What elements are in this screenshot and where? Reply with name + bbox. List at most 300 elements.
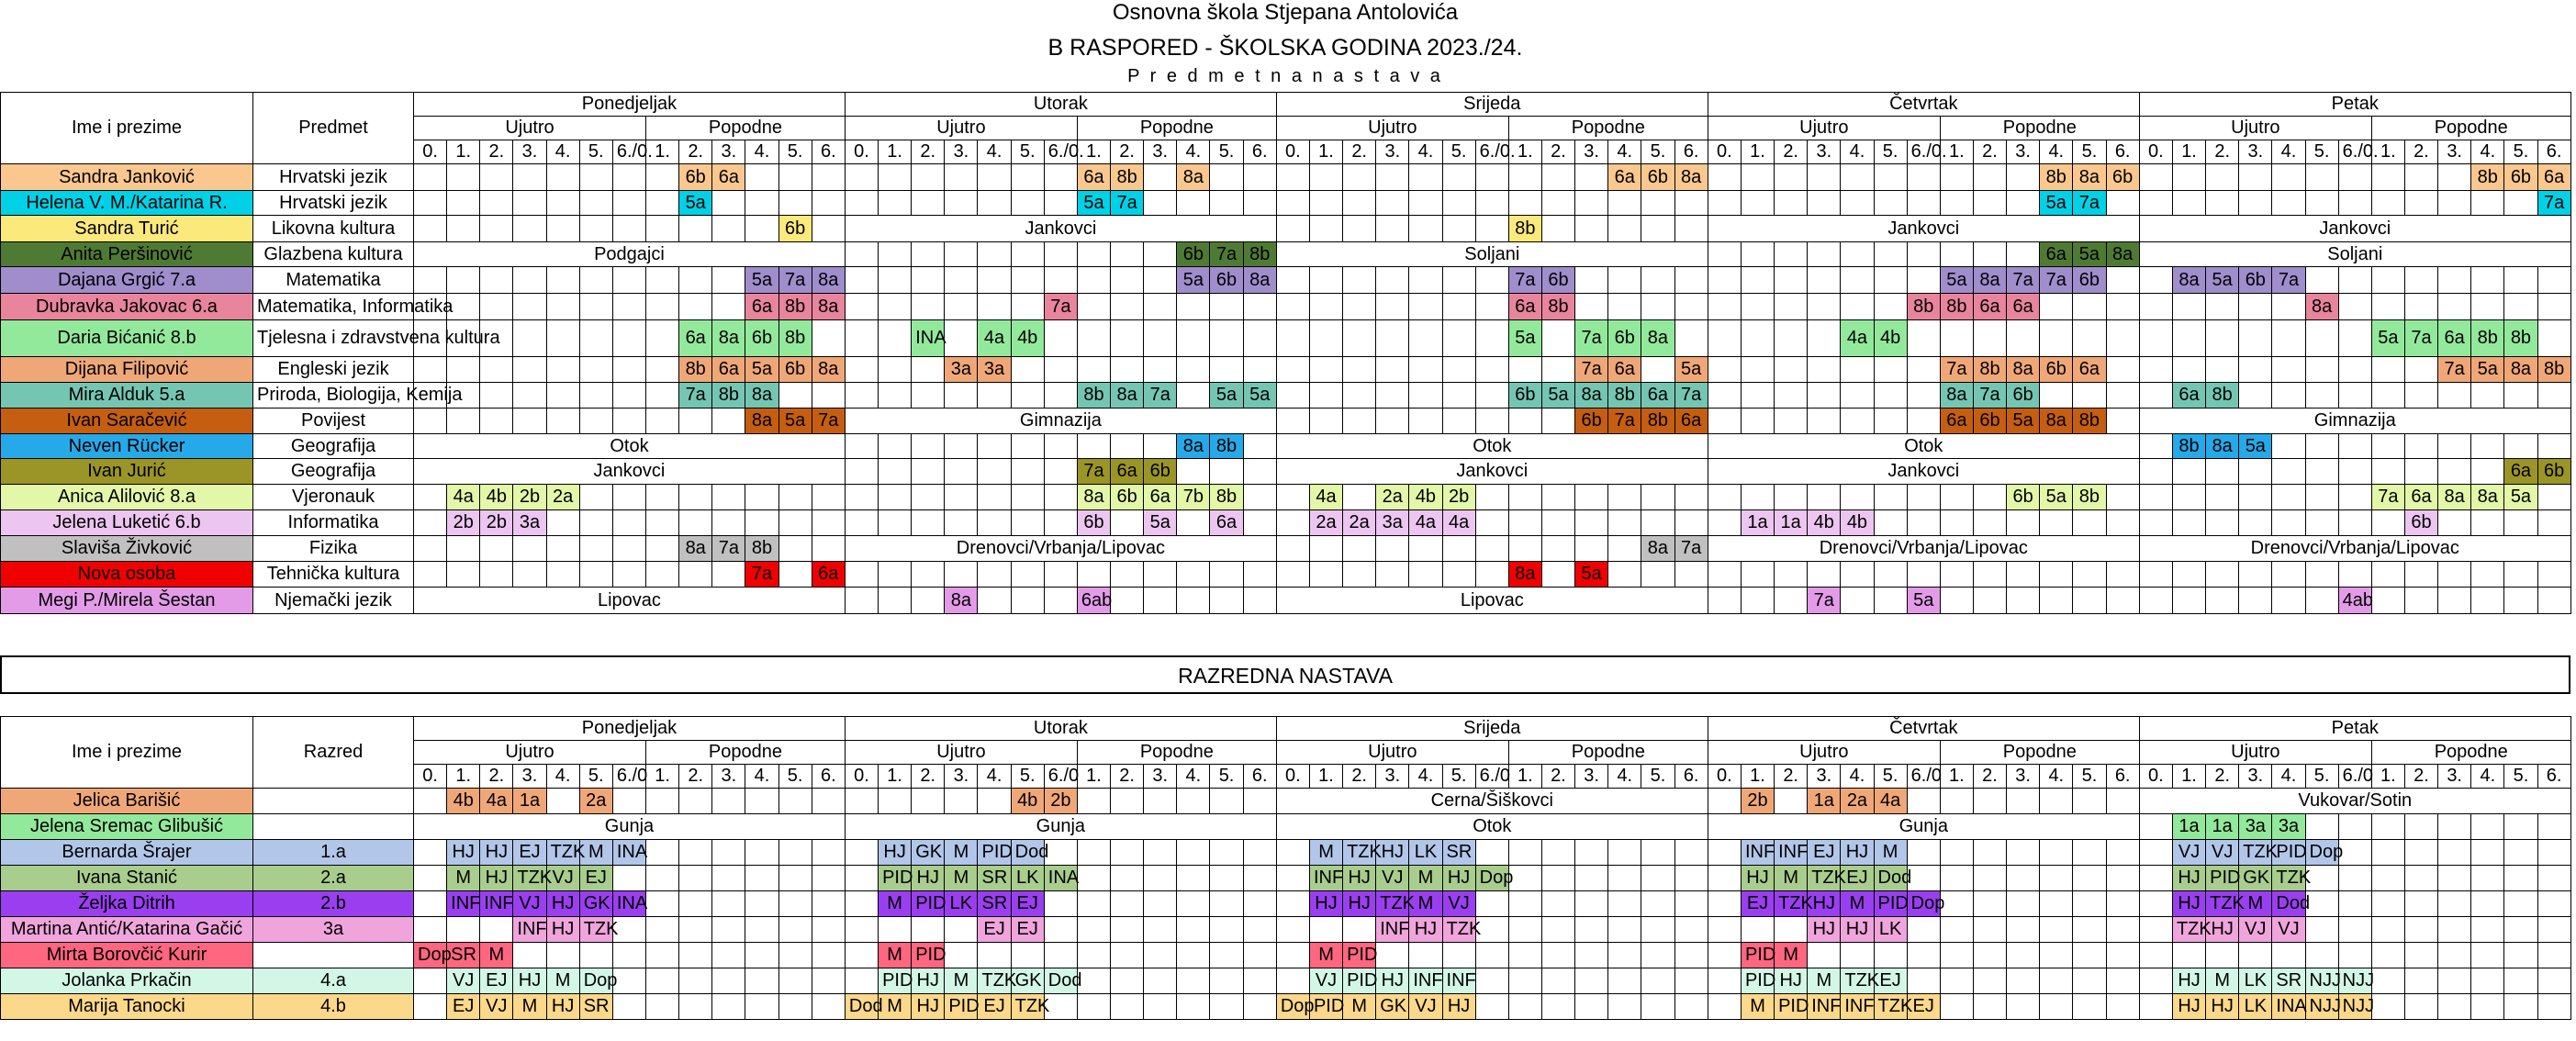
lesson-cell xyxy=(1741,164,1774,191)
shift-morning-header: Ujutro xyxy=(414,741,646,765)
lesson-cell xyxy=(1641,357,1674,383)
lesson-cell xyxy=(447,536,480,562)
lesson-cell xyxy=(1608,294,1641,320)
lesson-cell xyxy=(1442,294,1475,320)
lesson-cell: TZK xyxy=(579,917,612,943)
lesson-cell: VJ xyxy=(1409,994,1442,1020)
lesson-cell xyxy=(2438,510,2471,536)
lesson-cell xyxy=(2305,459,2338,485)
lesson-cell xyxy=(812,510,845,536)
lesson-cell xyxy=(513,164,546,191)
lesson-cell xyxy=(1608,536,1641,562)
lesson-cell xyxy=(778,866,812,891)
lesson-cell xyxy=(1144,434,1177,459)
lesson-cell xyxy=(845,459,878,485)
lesson-cell xyxy=(1708,267,1741,294)
teacher-row xyxy=(1,485,2571,510)
teacher-row xyxy=(1,434,2571,459)
lesson-cell xyxy=(546,789,579,814)
lesson-cell xyxy=(1541,357,1574,383)
lesson-cell xyxy=(1907,320,1940,357)
location-cell: Drenovci/Vrbanja/Lipovac xyxy=(2139,536,2570,562)
lesson-cell xyxy=(1508,409,1541,434)
teacher-subject: Likovna kultura xyxy=(253,216,414,242)
lesson-cell xyxy=(1674,191,1708,216)
lesson-cell xyxy=(2206,510,2239,536)
teacher-row xyxy=(1,891,2571,917)
period-number: 1. xyxy=(2172,765,2205,789)
lesson-cell: M xyxy=(1775,943,1808,968)
teacher-class: 4.a xyxy=(253,968,414,994)
lesson-cell xyxy=(845,294,878,320)
lesson-cell xyxy=(1144,968,1177,994)
lesson-cell xyxy=(480,409,513,434)
lesson-cell xyxy=(2305,485,2338,510)
period-number: 1. xyxy=(1077,765,1110,789)
lesson-cell xyxy=(1973,191,2006,216)
lesson-cell xyxy=(845,383,878,409)
lesson-cell: 8b xyxy=(2073,409,2106,434)
lesson-cell: 1a xyxy=(1741,510,1774,536)
lesson-cell: HJ xyxy=(1376,968,1409,994)
lesson-cell xyxy=(2073,866,2106,891)
lesson-cell xyxy=(2371,866,2404,891)
lesson-cell xyxy=(2007,510,2040,536)
lesson-cell: 8b xyxy=(1210,485,1243,510)
lesson-cell xyxy=(2471,840,2504,866)
lesson-cell xyxy=(579,191,612,216)
lesson-cell: EJ xyxy=(447,994,480,1020)
lesson-cell xyxy=(1775,164,1808,191)
lesson-cell xyxy=(2404,294,2437,320)
period-number: 1. xyxy=(1508,140,1541,164)
teacher-class: 4.b xyxy=(253,994,414,1020)
lesson-cell xyxy=(2371,357,2404,383)
lesson-cell xyxy=(1044,943,1077,968)
period-number: 6. xyxy=(2106,140,2139,164)
lesson-cell xyxy=(2371,191,2404,216)
teacher-name: Nova osoba xyxy=(1,562,253,588)
lesson-cell: INF xyxy=(1775,840,1808,866)
lesson-cell xyxy=(2239,943,2272,968)
lesson-cell xyxy=(645,267,678,294)
lesson-cell: HJ xyxy=(1343,891,1376,917)
lesson-cell xyxy=(1907,242,1940,267)
lesson-cell xyxy=(712,789,745,814)
period-number: 3. xyxy=(1575,140,1608,164)
lesson-cell xyxy=(480,357,513,383)
section-subject-teaching: P r e d m e t n a n a s t a v a xyxy=(1127,66,1443,86)
lesson-cell xyxy=(2172,294,2205,320)
lesson-cell: LK xyxy=(1874,917,1907,943)
lesson-cell xyxy=(480,267,513,294)
period-number: 6./0 xyxy=(2338,765,2371,789)
lesson-cell xyxy=(845,191,878,216)
lesson-cell: 6b xyxy=(2007,383,2040,409)
period-number: 3. xyxy=(2007,765,2040,789)
lesson-cell xyxy=(2471,434,2504,459)
period-number: 1. xyxy=(879,765,912,789)
lesson-cell: LK xyxy=(2239,968,2272,994)
lesson-cell xyxy=(879,485,912,510)
lesson-cell xyxy=(1144,588,1177,614)
lesson-cell xyxy=(912,294,945,320)
lesson-cell xyxy=(2404,994,2437,1020)
lesson-cell: EJ xyxy=(1907,994,1940,1020)
lesson-cell xyxy=(1641,562,1674,588)
lesson-cell xyxy=(2239,191,2272,216)
lesson-cell xyxy=(2438,267,2471,294)
lesson-cell xyxy=(679,510,712,536)
lesson-cell xyxy=(2371,294,2404,320)
lesson-cell xyxy=(978,510,1011,536)
lesson-cell xyxy=(1276,383,1309,409)
lesson-cell xyxy=(2139,320,2172,357)
lesson-cell xyxy=(1508,994,1541,1020)
lesson-cell: 6a xyxy=(1111,459,1144,485)
lesson-cell xyxy=(1973,510,2006,536)
lesson-cell xyxy=(978,789,1011,814)
lesson-cell xyxy=(2007,789,2040,814)
lesson-cell xyxy=(879,294,912,320)
lesson-cell xyxy=(1309,917,1342,943)
lesson-cell xyxy=(612,866,645,891)
lesson-cell xyxy=(778,562,812,588)
lesson-cell: 7a xyxy=(1940,357,1973,383)
lesson-cell xyxy=(546,191,579,216)
lesson-cell: PID xyxy=(912,943,945,968)
lesson-cell xyxy=(2172,588,2205,614)
lesson-cell: 6b xyxy=(778,357,812,383)
period-number: 5. xyxy=(2073,765,2106,789)
period-number: 5. xyxy=(1874,765,1907,789)
lesson-cell: 8b xyxy=(1641,409,1674,434)
period-number: 2. xyxy=(912,765,945,789)
period-number: 0. xyxy=(414,140,447,164)
lesson-cell xyxy=(1243,866,1276,891)
lesson-cell xyxy=(2272,434,2305,459)
lesson-cell xyxy=(579,216,612,242)
lesson-cell xyxy=(1973,891,2006,917)
lesson-cell xyxy=(978,943,1011,968)
lesson-cell: HJ xyxy=(546,891,579,917)
lesson-cell: 7a xyxy=(812,409,845,434)
lesson-cell: 6a xyxy=(745,294,778,320)
lesson-cell xyxy=(2504,434,2537,459)
lesson-cell xyxy=(778,510,812,536)
lesson-cell xyxy=(414,840,447,866)
lesson-cell xyxy=(1011,434,1044,459)
lesson-cell xyxy=(1011,294,1044,320)
lesson-cell xyxy=(1940,866,1973,891)
lesson-cell xyxy=(1674,891,1708,917)
lesson-cell xyxy=(1011,943,1044,968)
lesson-cell xyxy=(2172,459,2205,485)
lesson-cell: 6b xyxy=(1575,409,1608,434)
lesson-cell xyxy=(1011,242,1044,267)
lesson-cell xyxy=(945,383,978,409)
lesson-cell xyxy=(546,320,579,357)
lesson-cell xyxy=(2504,814,2537,840)
lesson-cell: 4b xyxy=(1808,510,1841,536)
lesson-cell: 4a xyxy=(1442,510,1475,536)
lesson-cell: 2b xyxy=(447,510,480,536)
lesson-cell xyxy=(1841,242,1874,267)
lesson-cell xyxy=(414,357,447,383)
lesson-cell xyxy=(1442,562,1475,588)
lesson-cell xyxy=(712,216,745,242)
lesson-cell xyxy=(1973,866,2006,891)
lesson-cell: 6a xyxy=(712,164,745,191)
lesson-cell xyxy=(1575,191,1608,216)
lesson-cell xyxy=(480,164,513,191)
lesson-cell xyxy=(745,891,778,917)
lesson-cell xyxy=(2504,267,2537,294)
lesson-cell: 2a xyxy=(546,485,579,510)
lesson-cell xyxy=(2239,320,2272,357)
lesson-cell xyxy=(2106,943,2139,968)
lesson-cell xyxy=(1575,866,1608,891)
teacher-name: Neven Rücker xyxy=(1,434,253,459)
lesson-cell xyxy=(712,191,745,216)
lesson-cell xyxy=(2305,562,2338,588)
lesson-cell xyxy=(1940,320,1973,357)
lesson-cell: PID xyxy=(1343,943,1376,968)
lesson-cell xyxy=(2438,866,2471,891)
lesson-cell: 2b xyxy=(480,510,513,536)
shift-afternoon-header: Popodne xyxy=(1940,741,2139,765)
lesson-cell xyxy=(1708,891,1741,917)
lesson-cell: M xyxy=(1741,994,1774,1020)
lesson-cell xyxy=(1077,866,1110,891)
lesson-cell: 6a xyxy=(2438,320,2471,357)
lesson-cell: 6a xyxy=(2537,164,2570,191)
shift-afternoon-header: Popodne xyxy=(645,741,845,765)
lesson-cell: 8a xyxy=(1077,485,1110,510)
lesson-cell: 8a xyxy=(1674,164,1708,191)
lesson-cell: 8b xyxy=(2172,434,2205,459)
lesson-cell: 8b xyxy=(1907,294,1940,320)
lesson-cell xyxy=(1608,917,1641,943)
lesson-cell xyxy=(1011,510,1044,536)
lesson-cell xyxy=(2040,383,2073,409)
lesson-cell xyxy=(978,164,1011,191)
lesson-cell xyxy=(2305,510,2338,536)
lesson-cell xyxy=(2404,891,2437,917)
lesson-cell xyxy=(2139,994,2172,1020)
lesson-cell xyxy=(1111,943,1144,968)
lesson-cell: 8b xyxy=(1608,383,1641,409)
lesson-cell xyxy=(2272,562,2305,588)
lesson-cell xyxy=(945,267,978,294)
lesson-cell xyxy=(1210,562,1243,588)
teacher-subject: Tjelesna i zdravstvena kultura xyxy=(253,320,414,357)
period-number: 6. xyxy=(2106,765,2139,789)
lesson-cell: TZK xyxy=(1808,866,1841,891)
lesson-cell xyxy=(1907,789,1940,814)
shift-morning-header: Ujutro xyxy=(1276,117,1508,140)
lesson-cell: 7a xyxy=(1575,320,1608,357)
lesson-cell: NJJ xyxy=(2338,994,2371,1020)
lesson-cell xyxy=(1376,383,1409,409)
location-cell: Jankovci xyxy=(1708,216,2139,242)
lesson-cell xyxy=(1243,994,1276,1020)
teacher-name: Daria Bićanić 8.b xyxy=(1,320,253,357)
lesson-cell xyxy=(1641,866,1674,891)
location-cell: Jankovci xyxy=(2139,216,2570,242)
lesson-cell: HJ xyxy=(1841,840,1874,866)
lesson-cell xyxy=(447,191,480,216)
lesson-cell xyxy=(712,840,745,866)
lesson-cell xyxy=(712,943,745,968)
period-number: 2. xyxy=(679,140,712,164)
lesson-cell xyxy=(1475,510,1508,536)
lesson-cell xyxy=(2338,267,2371,294)
period-number: 1. xyxy=(645,140,678,164)
teacher-name: Sandra Janković xyxy=(1,164,253,191)
period-number: 0. xyxy=(1708,765,1741,789)
lesson-cell: TZK xyxy=(513,866,546,891)
lesson-cell xyxy=(2404,917,2437,943)
lesson-cell xyxy=(1111,434,1144,459)
lesson-cell xyxy=(2471,588,2504,614)
lesson-cell: 4a xyxy=(1409,510,1442,536)
lesson-cell xyxy=(1541,562,1574,588)
lesson-cell xyxy=(1144,320,1177,357)
lesson-cell xyxy=(414,536,447,562)
lesson-cell xyxy=(1940,485,1973,510)
lesson-cell xyxy=(1973,789,2006,814)
lesson-cell xyxy=(1111,294,1144,320)
period-number: 1. xyxy=(1309,765,1342,789)
lesson-cell xyxy=(2172,191,2205,216)
lesson-cell xyxy=(2206,943,2239,968)
lesson-cell: INF xyxy=(1741,840,1774,866)
lesson-cell xyxy=(679,917,712,943)
lesson-cell xyxy=(1376,294,1409,320)
lesson-cell xyxy=(1343,294,1376,320)
lesson-cell xyxy=(712,917,745,943)
lesson-cell xyxy=(845,789,878,814)
lesson-cell xyxy=(1309,191,1342,216)
lesson-cell xyxy=(1210,994,1243,1020)
lesson-cell xyxy=(1111,510,1144,536)
lesson-cell: 6a xyxy=(1077,164,1110,191)
lesson-cell xyxy=(1741,485,1774,510)
teacher-name: Ivana Stanić xyxy=(1,866,253,891)
lesson-cell xyxy=(2305,267,2338,294)
location-cell: Jankovci xyxy=(1708,459,2139,485)
lesson-cell xyxy=(1077,994,1110,1020)
lesson-cell xyxy=(1708,164,1741,191)
lesson-cell xyxy=(612,294,645,320)
subject-teaching-schedule xyxy=(0,92,2571,614)
lesson-cell xyxy=(1608,562,1641,588)
lesson-cell xyxy=(2471,891,2504,917)
lesson-cell: TZK xyxy=(2172,917,2205,943)
period-number: 5. xyxy=(1210,140,1243,164)
lesson-cell xyxy=(1442,164,1475,191)
lesson-cell xyxy=(1442,191,1475,216)
shift-morning-header: Ujutro xyxy=(1276,741,1508,765)
lesson-cell xyxy=(2073,840,2106,866)
period-number: 5. xyxy=(1641,765,1674,789)
lesson-cell xyxy=(2537,917,2570,943)
lesson-cell: 3a xyxy=(978,357,1011,383)
period-number: 5. xyxy=(778,765,812,789)
lesson-cell xyxy=(1343,562,1376,588)
lesson-cell xyxy=(1177,866,1210,891)
teacher-name: Dubravka Jakovac 6.a xyxy=(1,294,253,320)
teacher-row xyxy=(1,968,2571,994)
lesson-cell xyxy=(1210,357,1243,383)
lesson-cell: HJ xyxy=(2172,866,2205,891)
lesson-cell xyxy=(745,968,778,994)
lesson-cell: M xyxy=(945,968,978,994)
lesson-cell xyxy=(745,164,778,191)
lesson-cell xyxy=(1907,866,1940,891)
lesson-cell xyxy=(1674,866,1708,891)
lesson-cell: HJ xyxy=(1442,994,1475,1020)
lesson-cell: HJ xyxy=(480,840,513,866)
lesson-cell xyxy=(612,510,645,536)
lesson-cell xyxy=(2504,294,2537,320)
lesson-cell xyxy=(1376,536,1409,562)
lesson-cell xyxy=(414,917,447,943)
lesson-cell xyxy=(1641,485,1674,510)
lesson-cell xyxy=(1808,485,1841,510)
period-number: 3. xyxy=(945,140,978,164)
lesson-cell xyxy=(1409,536,1442,562)
lesson-cell xyxy=(1044,891,1077,917)
lesson-cell: 8a xyxy=(945,588,978,614)
teacher-subject: Vjeronauk xyxy=(253,485,414,510)
lesson-cell xyxy=(1741,917,1774,943)
lesson-cell: 8b xyxy=(2537,357,2570,383)
lesson-cell: 2b xyxy=(1741,789,1774,814)
lesson-cell xyxy=(879,434,912,459)
lesson-cell xyxy=(679,968,712,994)
lesson-cell xyxy=(945,191,978,216)
teacher-class: 2.a xyxy=(253,866,414,891)
lesson-cell: 7a xyxy=(1508,267,1541,294)
lesson-cell: 2a xyxy=(1309,510,1342,536)
lesson-cell xyxy=(2040,588,2073,614)
lesson-cell xyxy=(447,357,480,383)
lesson-cell xyxy=(2139,459,2172,485)
teacher-row xyxy=(1,943,2571,968)
class-teaching-schedule xyxy=(0,716,2571,1020)
period-number: 2. xyxy=(2404,140,2437,164)
lesson-cell xyxy=(1508,840,1541,866)
period-number: 6. xyxy=(1674,140,1708,164)
lesson-cell xyxy=(1475,383,1508,409)
teacher-row xyxy=(1,536,2571,562)
teacher-subject: Tehnička kultura xyxy=(253,562,414,588)
lesson-cell xyxy=(2272,383,2305,409)
lesson-cell xyxy=(1442,536,1475,562)
lesson-cell xyxy=(2007,917,2040,943)
lesson-cell: 7a xyxy=(1608,409,1641,434)
lesson-cell: NJJ xyxy=(2305,994,2338,1020)
lesson-cell xyxy=(480,294,513,320)
period-number: 1. xyxy=(447,140,480,164)
lesson-cell: 8a xyxy=(1641,536,1674,562)
lesson-cell xyxy=(2471,294,2504,320)
lesson-cell xyxy=(978,242,1011,267)
lesson-cell xyxy=(2073,891,2106,917)
lesson-cell: 8a xyxy=(2073,164,2106,191)
